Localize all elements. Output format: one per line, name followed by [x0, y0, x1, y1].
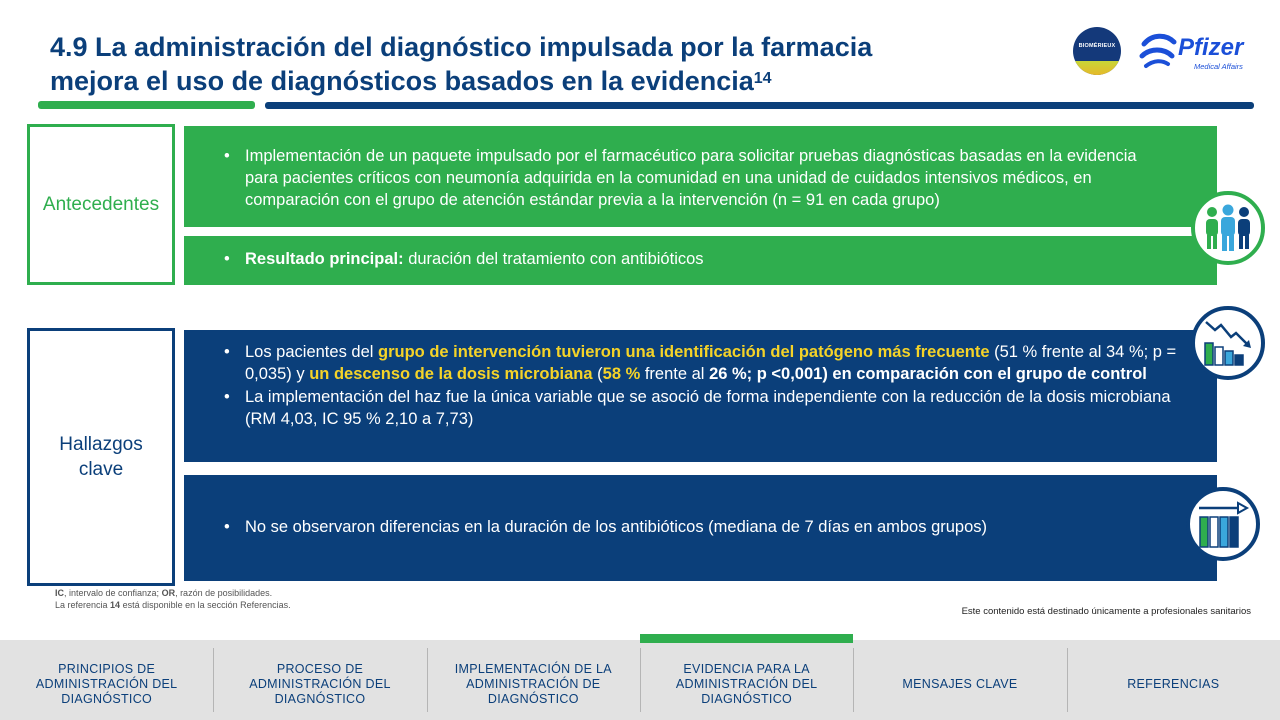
- reference-text-a: La referencia: [55, 600, 111, 610]
- bar-chart-arrow-icon: [1186, 487, 1260, 561]
- title-line-1: 4.9 La administración del diagnóstico impulsada por la farmacia: [50, 32, 873, 62]
- abbr-or-text: , razón de posibilidades.: [175, 588, 273, 598]
- abbr-ic-text: , intervalo de confianza;: [64, 588, 162, 598]
- findings-label-line-1: Hallazgos: [59, 434, 143, 455]
- nav-tab-implementation[interactable]: [427, 640, 640, 720]
- antibiotic-duration-box: [184, 475, 1217, 581]
- biomerieux-logo-band: [1073, 61, 1121, 75]
- pfizer-helix-icon: [1138, 30, 1178, 70]
- background-bullet-2: [224, 248, 1167, 270]
- key-findings-box: [184, 330, 1217, 462]
- finding-1-text-a: Los pacientes del: [245, 343, 379, 361]
- reference-text-b: está disponible en la sección Referencias.: [120, 600, 291, 610]
- findings-label: [27, 328, 175, 586]
- nav-tab-label: EVIDENCIA PARA LA ADMINISTRACIÓN DEL DIAGNÓSTICO: [675, 661, 818, 706]
- nav-tab-label: REFERENCIAS: [1127, 676, 1220, 691]
- finding-bullet-1: [224, 341, 1197, 385]
- finding-bullet-3: • No se observaron diferencias en la duración de los antibióticos (mediana de 7 días en ambos grupos): [224, 516, 1167, 538]
- abbr-or: OR: [161, 588, 176, 598]
- biomerieux-logo: [1073, 27, 1121, 75]
- nav-tab-label: PRINCIPIOS DE ADMINISTRACIÓN DEL DIAGNÓSTICO: [35, 661, 178, 706]
- primary-outcome-label: Resultado principal:: [245, 250, 404, 268]
- primary-outcome-box: [184, 236, 1217, 285]
- nav-tab-principles[interactable]: [0, 640, 213, 720]
- background-label: [27, 124, 175, 285]
- finding-1-highlight-a: grupo de intervención tuvieron una identificación del patógeno más frecuente: [378, 343, 990, 361]
- background-description-box: [184, 126, 1217, 227]
- abbreviations-footnote: [55, 587, 291, 611]
- abbr-ic: IC: [55, 588, 64, 598]
- finding-1-text-b: (51 % frente al 34 %; p = 0,035) y: [245, 343, 1177, 383]
- primary-outcome-text: duración del tratamiento con antibióticos: [403, 250, 704, 268]
- title-underline-green: [38, 101, 255, 109]
- finding-1-highlight-c: 58 %: [602, 365, 641, 383]
- findings-label-line-2: clave: [78, 459, 124, 480]
- reference-number: 14: [110, 600, 121, 610]
- nav-tab-label: IMPLEMENTACIÓN DE LA ADMINISTRACIÓN DE DIAGNÓSTICO: [454, 661, 612, 706]
- abbreviations-line: [55, 587, 291, 599]
- hcp-disclaimer: Este contenido está destinado únicamente a profesionales sanitarios: [961, 606, 1251, 617]
- nav-tab-label: PROCESO DE ADMINISTRACIÓN DEL DIAGNÓSTICO: [249, 661, 391, 706]
- nav-tab-references[interactable]: [1067, 640, 1280, 720]
- nav-tab-evidence[interactable]: [640, 640, 853, 720]
- pfizer-subtitle: Medical Affairs: [1194, 62, 1243, 71]
- bottom-navigation: [0, 640, 1280, 720]
- background-bullet-1: • Implementación de un paquete impulsado por el farmacéutico para solicitar pruebas diagnósticas basadas en la evidencia para pacientes críticos con neumonía adquirida en la comunidad en una unidad de cuidados intensivos médicos, en comparación con el grupo de atención estándar previa a la intervención (n = 91 en cada grupo): [224, 145, 1167, 211]
- nav-tab-process[interactable]: [213, 640, 426, 720]
- finding-1-text-d: frente al: [640, 365, 710, 383]
- title-reference-superscript: 14: [753, 70, 772, 87]
- title-underline-navy: [265, 102, 1254, 109]
- page-title: [50, 30, 1060, 98]
- findings-label-text: [59, 432, 142, 482]
- pfizer-logo: [1138, 30, 1258, 74]
- reference-line: [55, 599, 291, 611]
- finding-1-text-c: (: [592, 365, 603, 383]
- finding-1-highlight-b: un descenso de la dosis microbiana: [309, 365, 593, 383]
- declining-chart-icon: [1191, 306, 1265, 380]
- biomerieux-logo-text: BIOMÉRIEUX: [1078, 43, 1116, 49]
- nav-tab-label: MENSAJES CLAVE: [902, 676, 1018, 691]
- nav-tab-key-messages[interactable]: [853, 640, 1066, 720]
- background-label-text: Antecedentes: [42, 193, 160, 215]
- finding-bullet-2: • La implementación del haz fue la única variable que se asoció de forma independiente con la reducción de la dosis microbiana (RM 4,03, IC 95 % 2,10 a 7,73): [224, 386, 1197, 430]
- finding-1-bold: 26 %; p <0,001) en comparación con el grupo de control: [709, 365, 1147, 383]
- title-line-2: mejora el uso de diagnósticos basados en la evidencia: [50, 66, 754, 96]
- people-icon: [1191, 191, 1265, 265]
- pfizer-wordmark: Pfizer: [1178, 34, 1244, 61]
